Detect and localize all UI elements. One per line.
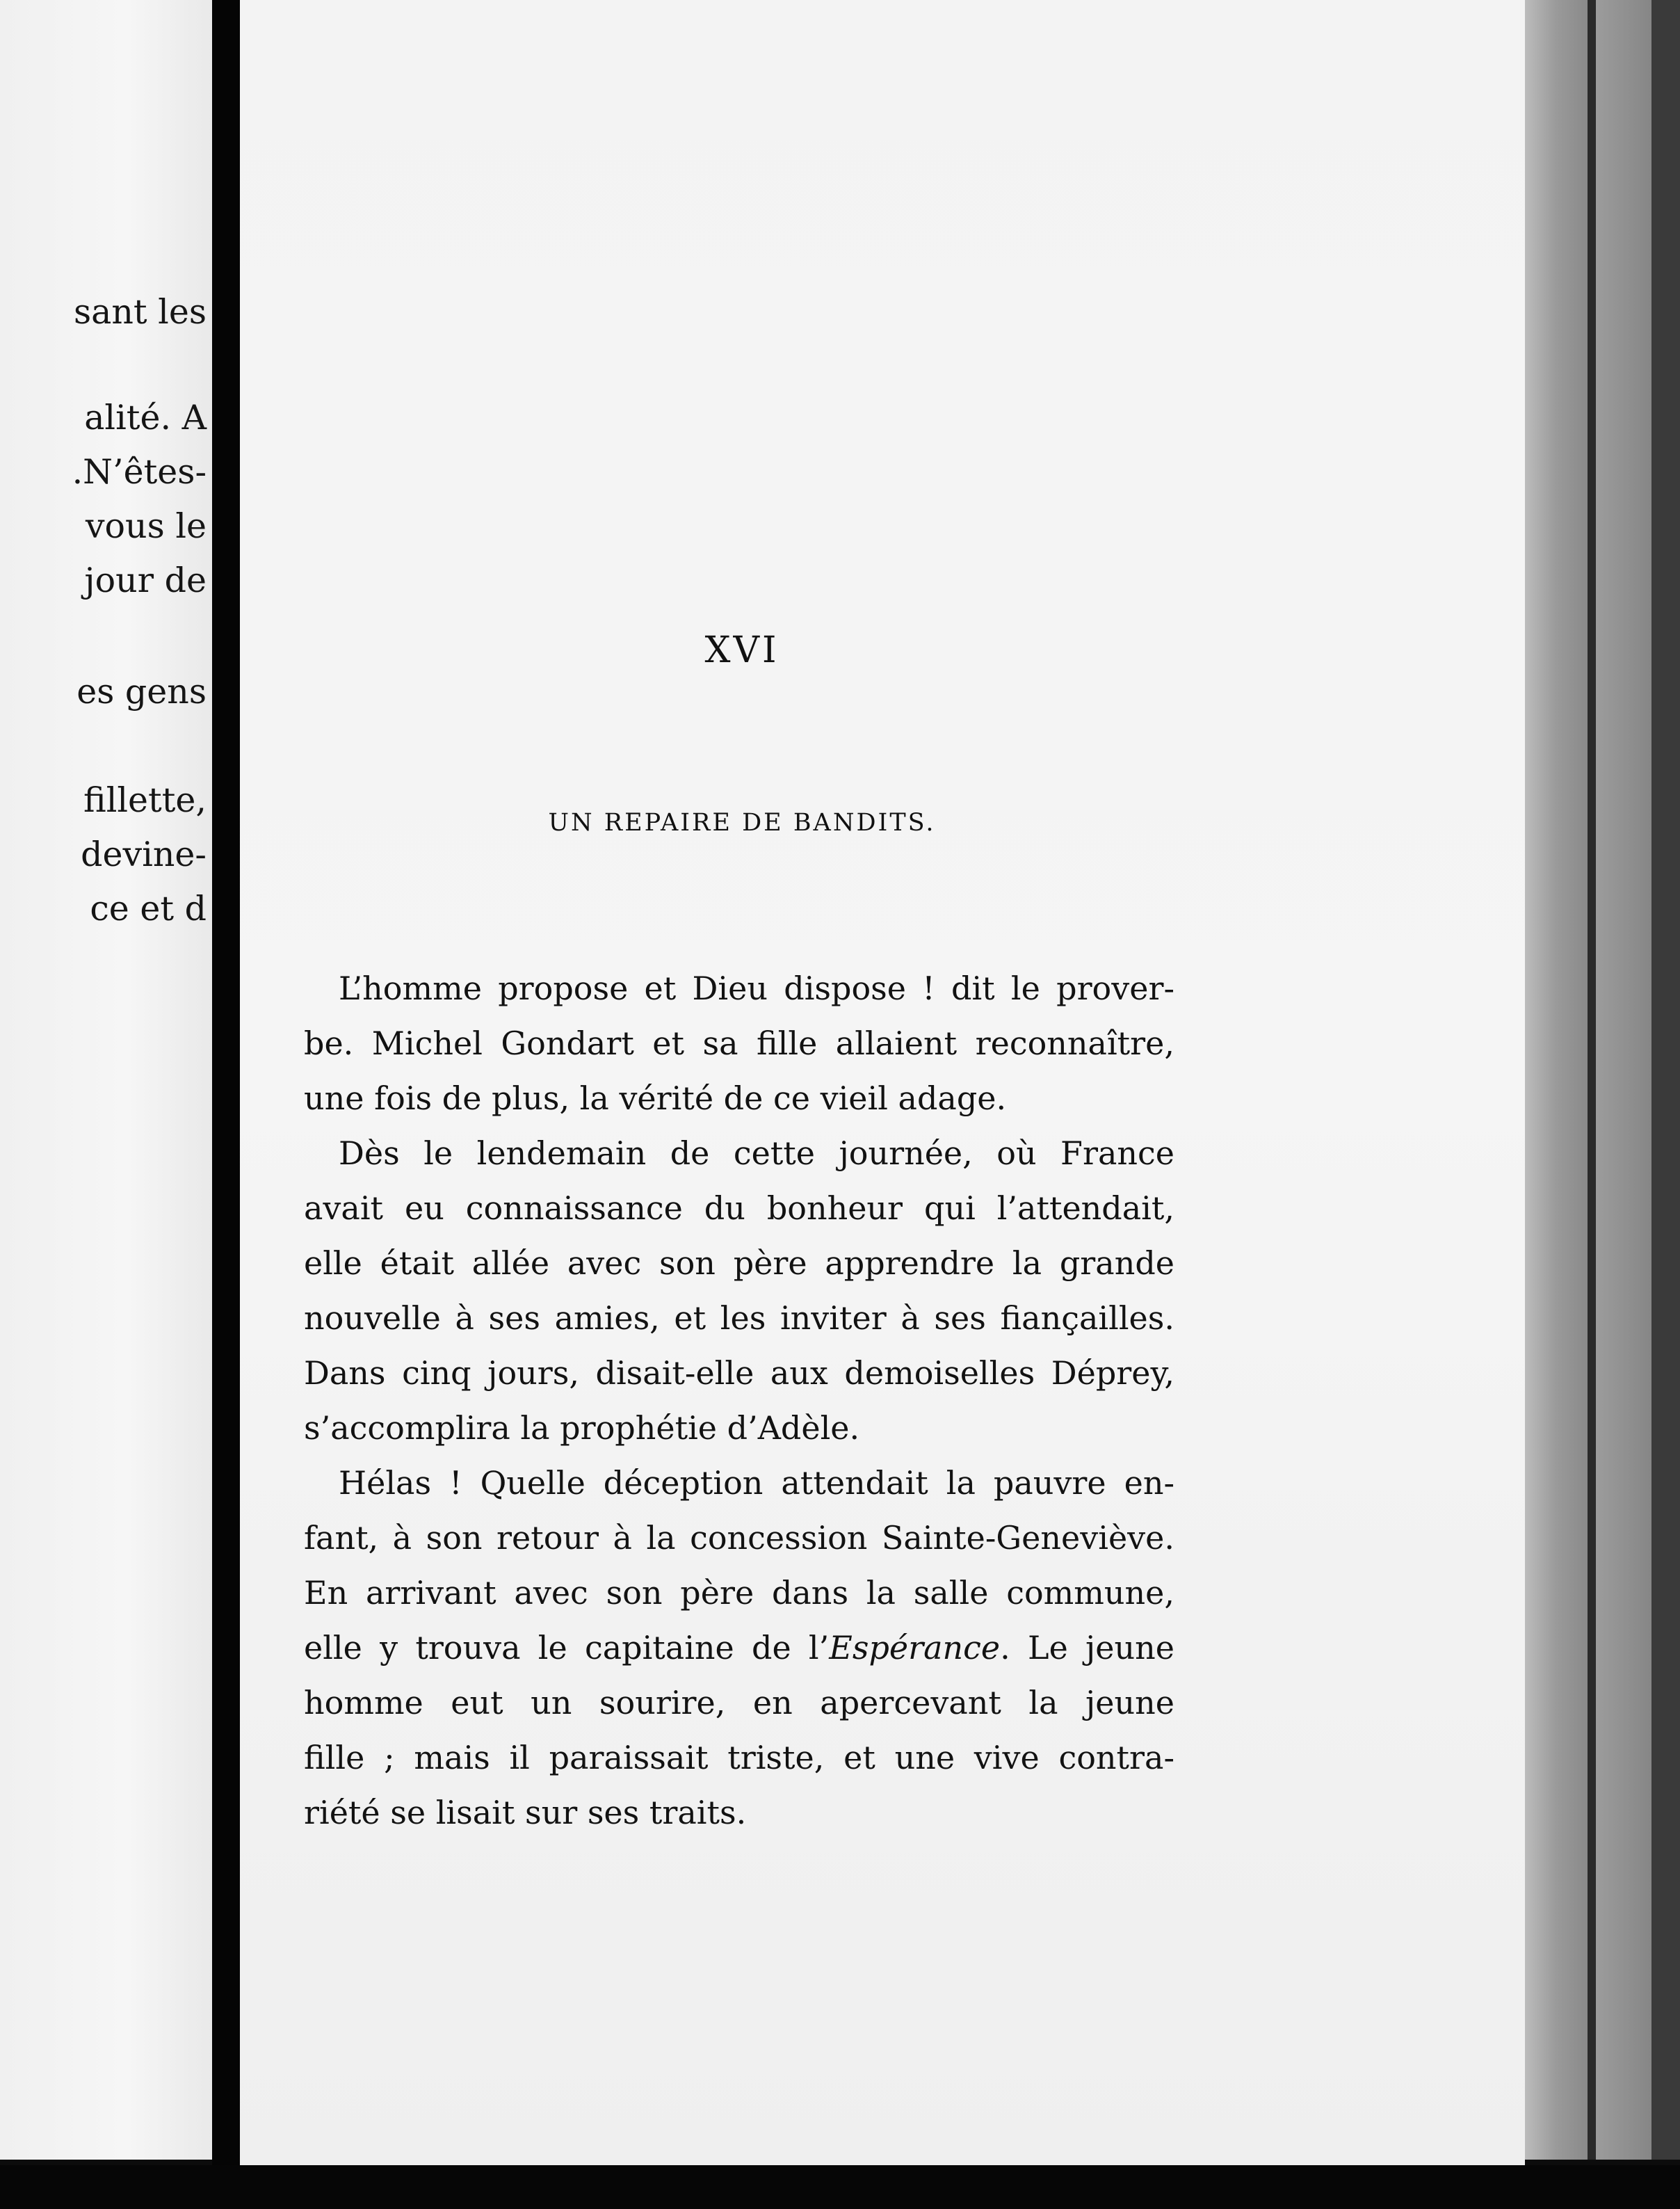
body-line: nouvelle à ses amies, et les inviter à ses fiançailles. (304, 1299, 1174, 1337)
left-page-line: .N’êtes- (72, 452, 207, 492)
left-page-fragment (0, 0, 212, 2160)
left-page-line: vous le (85, 506, 207, 546)
body-line: Dès le lendemain de cette journée, où France (339, 1134, 1174, 1172)
body-line: Dans cinq jours, disait-elle aux demoiselles Déprey, (304, 1354, 1174, 1392)
body-line: fant, à son retour à la concession Sainte-Geneviève. (304, 1519, 1174, 1557)
book-gutter (212, 0, 240, 2209)
body-line: elle était allée avec son père apprendre la grande (304, 1244, 1174, 1282)
body-line: avait eu connaissance du bonheur qui l’attendait, (304, 1189, 1174, 1227)
body-line: En arrivant avec son père dans la salle commune, (304, 1574, 1174, 1612)
body-line: Hélas ! Quelle déception attendait la pauvre en- (339, 1464, 1174, 1502)
body-line: fille ; mais il paraissait triste, et une vive contra- (304, 1739, 1174, 1776)
body-line: s’accomplira la prophétie d’Adèle. (304, 1409, 860, 1447)
body-line: be. Michel Gondart et sa fille allaient reconnaître, (304, 1025, 1174, 1062)
left-page-line: ce et d (90, 889, 207, 929)
body-line: une fois de plus, la vérité de ce vieil adage. (304, 1079, 1007, 1117)
scanner-background (0, 2165, 1680, 2209)
body-line (304, 1627, 1174, 1669)
left-page-line: alité. A (84, 398, 207, 437)
left-page-line: fillette, (83, 780, 207, 820)
chapter-title: UN REPAIRE DE BANDITS. (548, 809, 936, 837)
chapter-number: XVI (704, 629, 780, 671)
left-page-line: jour de (84, 561, 207, 600)
page-edge-shadow (1588, 0, 1596, 2160)
left-page-line: devine- (81, 835, 207, 874)
main-page (240, 0, 1525, 2165)
body-line: L’homme propose et Dieu dispose ! dit le prover- (339, 970, 1174, 1007)
body-line-text: elle y trouva le capitaine de l’ (304, 1629, 830, 1666)
page-edge-shadow (1651, 0, 1680, 2160)
body-line: homme eut un sourire, en apercevant la jeune (304, 1684, 1174, 1721)
body-line: riété se lisait sur ses traits. (304, 1794, 747, 1831)
body-line-text: . Le jeune (1000, 1629, 1174, 1666)
page-edge-stack (1525, 0, 1588, 2160)
left-page-line: es gens (76, 672, 207, 712)
page-edge-stack (1596, 0, 1651, 2160)
left-page-line: sant les (74, 292, 207, 332)
ship-name-italic: Espérance (829, 1629, 1001, 1666)
